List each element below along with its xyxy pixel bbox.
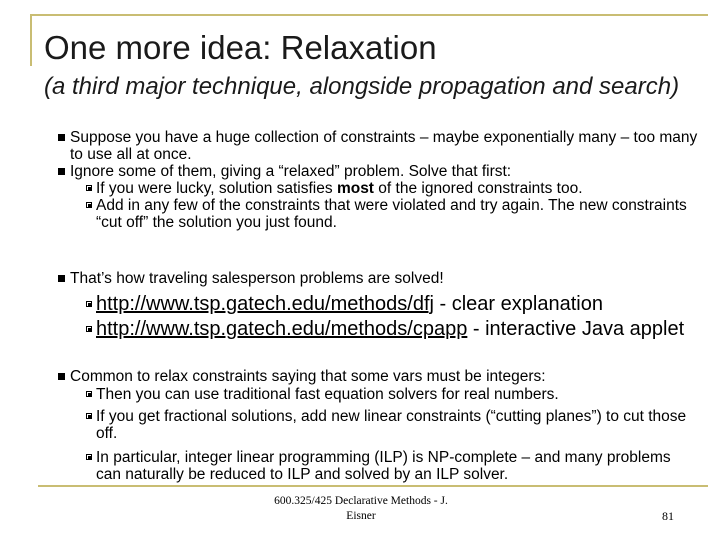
tsp-dfj-link[interactable]: http://www.tsp.gatech.edu/methods/dfj bbox=[96, 293, 434, 315]
sub-bullet-item bbox=[86, 386, 696, 403]
bullet-item bbox=[58, 270, 698, 287]
slide-title: One more idea: Relaxation bbox=[44, 29, 437, 66]
sub-bullet-text: Add in any few of the constraints that were violated and try again. The new constraints “cut off” the solution you just found. bbox=[96, 197, 687, 231]
title-rule-horizontal bbox=[30, 14, 708, 16]
box-bullet-icon bbox=[86, 301, 92, 307]
sub-bullet-item bbox=[86, 197, 696, 231]
link-description: - interactive Java applet bbox=[467, 318, 685, 340]
link-description: - clear explanation bbox=[433, 293, 603, 315]
sub-bullet-text: In particular, integer linear programming (ILP) is NP-complete – and many problems can naturally be reduced to ILP and solved by an ILP solver. bbox=[96, 449, 671, 483]
square-bullet-icon bbox=[58, 275, 65, 282]
sub-bullet-item bbox=[86, 318, 696, 341]
box-bullet-icon bbox=[86, 391, 92, 397]
bullet-text: Ignore some of them, giving a “relaxed” problem. Solve that first: bbox=[70, 163, 512, 180]
tsp-cpapp-link[interactable]: http://www.tsp.gatech.edu/methods/cpapp bbox=[96, 318, 468, 340]
footer-course: 600.325/425 Declarative Methods - J. Eisner bbox=[274, 495, 448, 522]
sub-bullet-item bbox=[86, 293, 696, 316]
footer-rule bbox=[38, 485, 708, 487]
bullet-item bbox=[58, 368, 698, 385]
box-bullet-icon bbox=[86, 454, 92, 460]
bullet-text: That’s how traveling salesperson problems are solved! bbox=[70, 270, 444, 287]
bullet-text: Common to relax constraints saying that some vars must be integers: bbox=[70, 368, 546, 385]
title-rule-vertical bbox=[30, 14, 32, 66]
bullet-text: Suppose you have a huge collection of constraints – maybe exponentially many – too many to use all at once. bbox=[70, 129, 698, 163]
square-bullet-icon bbox=[58, 373, 65, 380]
sub-bullet-item bbox=[86, 180, 696, 197]
bullet-item bbox=[58, 163, 698, 180]
bullet-item bbox=[58, 129, 698, 163]
square-bullet-icon bbox=[58, 134, 65, 141]
box-bullet-icon bbox=[86, 185, 92, 191]
box-bullet-icon bbox=[86, 413, 92, 419]
box-bullet-icon bbox=[86, 326, 92, 332]
square-bullet-icon bbox=[58, 168, 65, 175]
sub-bullet-text: Then you can use traditional fast equation solvers for real numbers. bbox=[96, 386, 559, 403]
slide-subtitle: (a third major technique, alongside propagation and search) bbox=[44, 73, 680, 100]
sub-bullet-item bbox=[86, 408, 696, 442]
sub-bullet-item bbox=[86, 449, 696, 483]
sub-bullet-text: If you get fractional solutions, add new linear constraints (“cutting planes”) to cut those off. bbox=[96, 408, 687, 442]
sub-bullet-text: If you were lucky, solution satisfies most of the ignored constraints too. bbox=[96, 180, 583, 197]
page-number: 81 bbox=[662, 509, 674, 523]
box-bullet-icon bbox=[86, 202, 92, 208]
